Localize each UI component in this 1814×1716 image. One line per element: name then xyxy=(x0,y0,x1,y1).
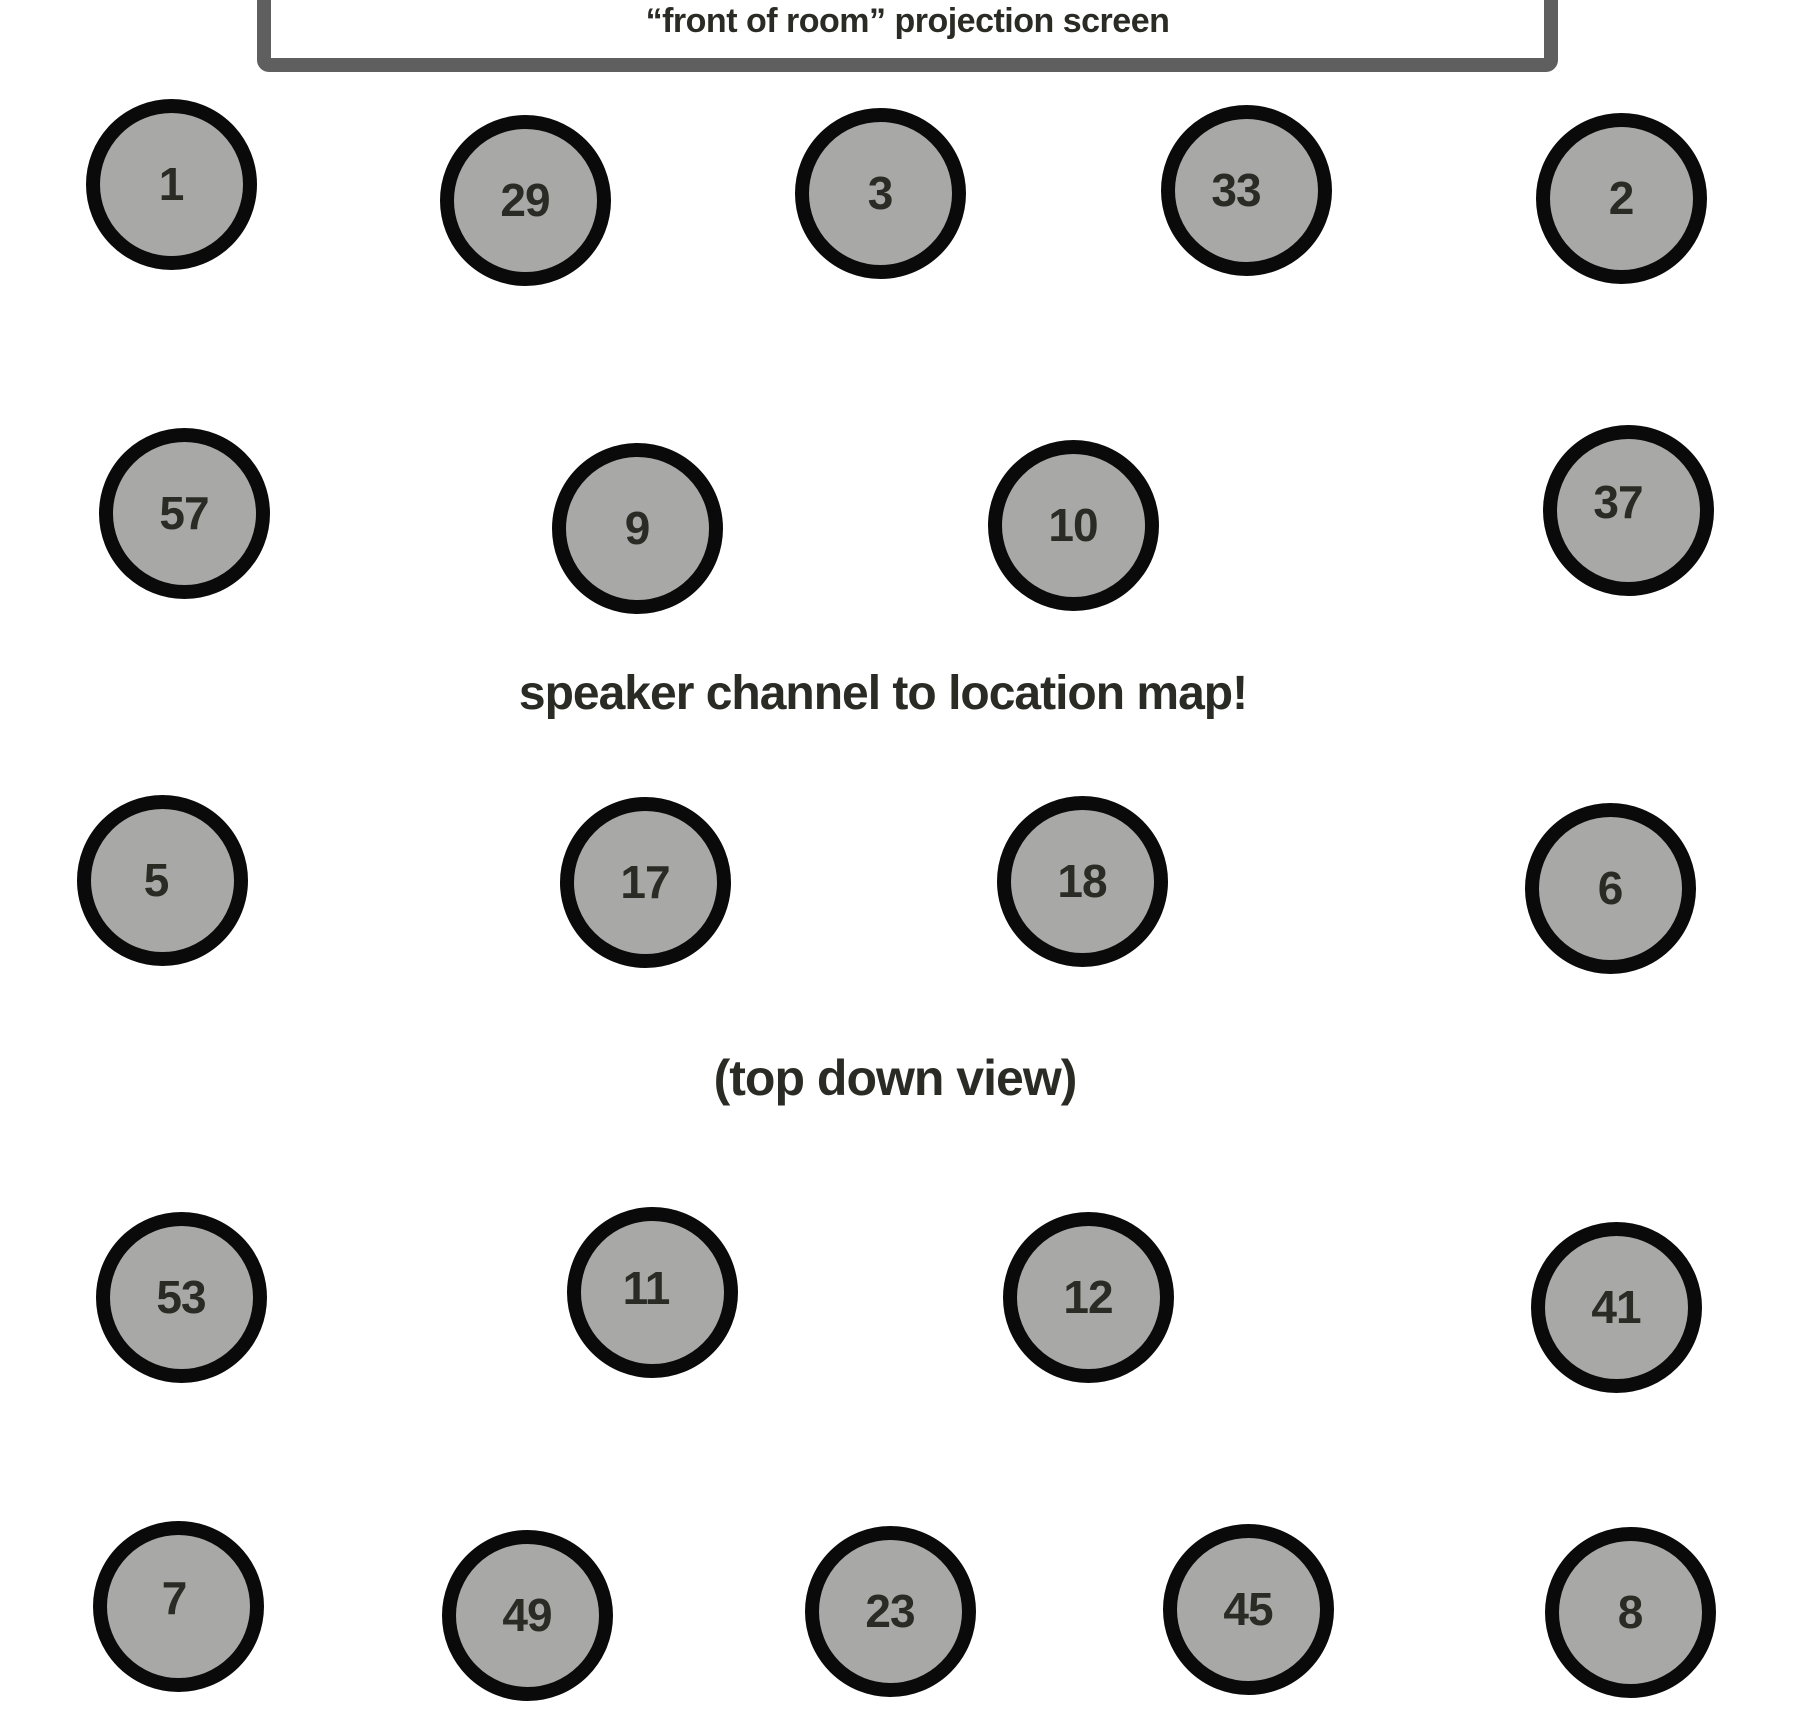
speaker-channel-label: 49 xyxy=(502,1589,552,1641)
speaker-circle-17 xyxy=(560,797,731,968)
speaker-circle-41 xyxy=(1531,1222,1702,1393)
speaker-channel-label: 57 xyxy=(159,487,209,539)
speaker-channel-label: 17 xyxy=(620,856,670,908)
speaker-circle-1 xyxy=(86,99,257,270)
speaker-channel-label: 6 xyxy=(1597,862,1623,914)
speaker-channel-label: 2 xyxy=(1608,172,1634,224)
speaker-circle-7 xyxy=(93,1521,264,1692)
speaker-channel-label: 18 xyxy=(1057,855,1107,907)
speaker-circle-49 xyxy=(442,1530,613,1701)
speaker-circle-5 xyxy=(77,795,248,966)
speaker-circle-33 xyxy=(1161,105,1332,276)
speaker-channel-label: 1 xyxy=(158,158,184,210)
speaker-channel-label: 45 xyxy=(1223,1583,1273,1635)
speaker-circle-45 xyxy=(1163,1524,1334,1695)
speaker-channel-label: 7 xyxy=(161,1572,187,1624)
speaker-channel-label: 8 xyxy=(1617,1586,1643,1638)
speaker-circle-57 xyxy=(99,428,270,599)
speaker-channel-label: 33 xyxy=(1211,164,1261,216)
speaker-circle-11 xyxy=(567,1207,738,1378)
speaker-circle-12 xyxy=(1003,1212,1174,1383)
speaker-circle-10 xyxy=(988,440,1159,611)
speaker-circle-3 xyxy=(795,108,966,279)
speaker-channel-label: 29 xyxy=(500,174,550,226)
projection-screen-box xyxy=(257,0,1558,72)
speaker-channel-label: 10 xyxy=(1048,499,1098,551)
map-subtitle: (top down view) xyxy=(713,1050,1077,1106)
speaker-channel-label: 23 xyxy=(865,1585,915,1637)
speaker-circle-8 xyxy=(1545,1527,1716,1698)
speaker-channel-label: 41 xyxy=(1591,1281,1641,1333)
speaker-channel-label: 9 xyxy=(624,502,650,554)
speaker-channel-label: 5 xyxy=(143,854,169,906)
speaker-channel-label: 12 xyxy=(1063,1271,1113,1323)
map-title: speaker channel to location map! xyxy=(518,667,1248,720)
speaker-circle-9 xyxy=(552,443,723,614)
speaker-circle-2 xyxy=(1536,113,1707,284)
speaker-channel-label: 3 xyxy=(867,167,893,219)
projection-screen-label: “front of room” projection screen xyxy=(645,2,1170,40)
speaker-circle-23 xyxy=(805,1526,976,1697)
speaker-circle-29 xyxy=(440,115,611,286)
speaker-circle-53 xyxy=(96,1212,267,1383)
speaker-channel-label: 53 xyxy=(156,1271,206,1323)
speaker-circle-37 xyxy=(1543,425,1714,596)
speaker-channel-label: 37 xyxy=(1593,476,1643,528)
speaker-circle-18 xyxy=(997,796,1168,967)
speaker-circle-6 xyxy=(1525,803,1696,974)
speaker-channel-label: 11 xyxy=(622,1262,670,1314)
